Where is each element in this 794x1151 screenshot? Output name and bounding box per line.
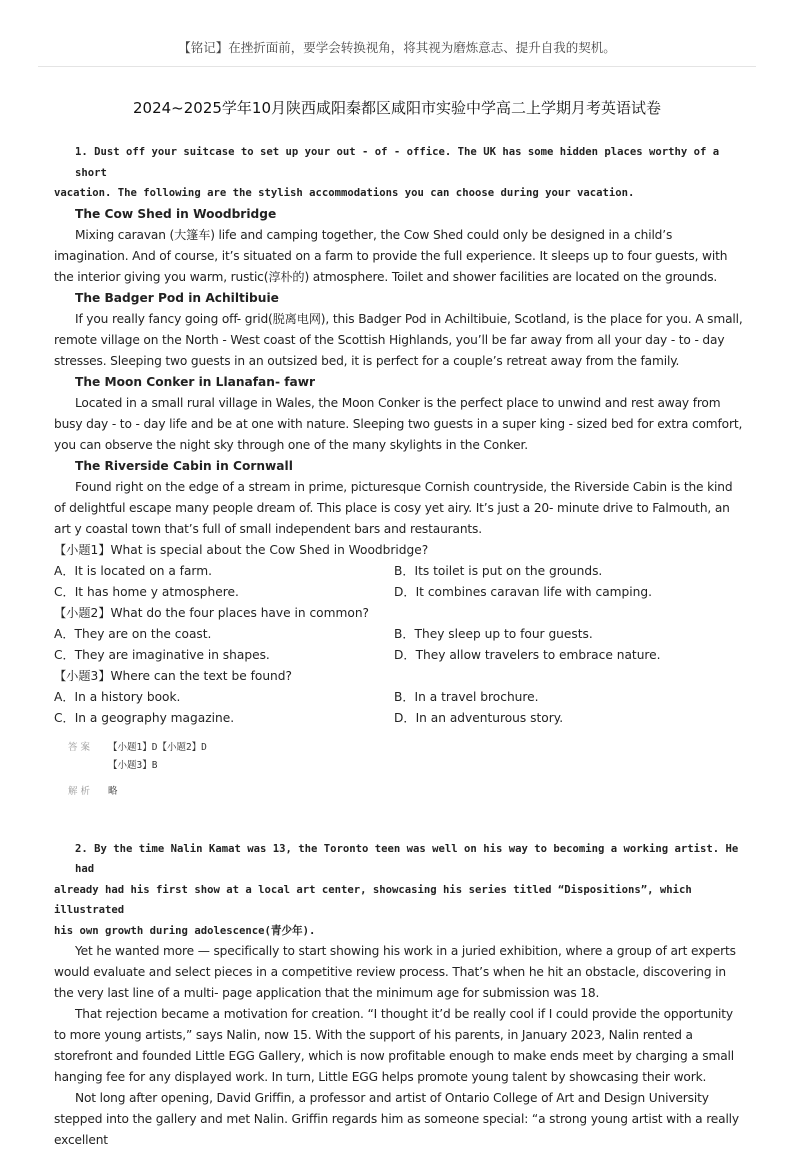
- motto-banner: 【铭记】在挫折面前，要学会转换视角，将其视为磨炼意志、提升自我的契机。: [178, 40, 616, 55]
- question-1-intro-line: vacation. The following are the stylish accommodations you can choose during your vacation.: [54, 187, 635, 199]
- answer-text: 【小题1】D【小题2】D: [108, 741, 207, 753]
- subquestion-options: [54, 624, 744, 666]
- question-2-intro-line: 2. By the time Nalin Kamat was 13, the Toronto teen was well on his way to becoming a working artist. He had: [75, 842, 739, 875]
- analysis-label: 解析: [68, 785, 94, 797]
- header-divider: [38, 66, 756, 67]
- analysis-row: [68, 783, 744, 801]
- option-d: D．They allow travelers to embrace nature.: [394, 647, 661, 662]
- answer-label: 答案: [68, 741, 94, 753]
- section-text: If you really fancy going off- grid(脱离电网), this Badger Pod in Achiltibuie, Scotland, is the place for you. A small, remote village on the North - West coast of the Scottish Highlands, you’ll be far away from all your day - to - day stresses. Sleeping two guests in an outsized bed, it is perfect for a couple’s retreat away from the family.: [54, 311, 743, 368]
- question-2-intro-line: his own growth during adolescence(青少年).: [54, 924, 316, 937]
- option-a: A．It is located on a farm.: [54, 563, 212, 578]
- section-text: Located in a small rural village in Wales, the Moon Conker is the perfect place to unwind and rest away from busy day - to - day life and be at one with nature. Sleeping two guests in a super king - sized bed for extra comfort, you can observe the night sky through one of the many skylights in the Conker.: [54, 395, 743, 452]
- answer-row: [68, 739, 744, 757]
- question-1-intro-line: 1. Dust off your suitcase to set up your out - of - office. The UK has some hidden places worthy of a short: [75, 146, 720, 179]
- section-heading: The Moon Conker in Llanafan- fawr: [75, 374, 316, 389]
- option-b: B．They sleep up to four guests.: [394, 626, 593, 641]
- option-c: C．They are imaginative in shapes.: [54, 647, 270, 662]
- option-b: B．In a travel brochure.: [394, 689, 539, 704]
- option-c: C．In a geography magazine.: [54, 710, 235, 725]
- subquestion-stem: 【小题1】What is special about the Cow Shed in Woodbridge?: [54, 542, 429, 557]
- passage-paragraph: Yet he wanted more — specifically to start showing his work in a juried exhibition, where a group of art experts would evaluate and select pieces in a competitive review process. That’s when he hit an obstacle, discovering in the very last line of a multi- page application that the minimum age for submission was 18.: [54, 944, 736, 1000]
- option-a: A．They are on the coast.: [54, 626, 212, 641]
- option-a: A．In a history book.: [54, 689, 181, 704]
- section-heading: The Riverside Cabin in Cornwall: [75, 458, 293, 473]
- passage-paragraph: That rejection became a motivation for creation. “I thought it’d be really cool if I could provide the opportunity to more young artists,” says Nalin, now 15. With the support of his parents, in January 2023, Nalin rented a storefront and founded Little EGG Gallery, which is now profitable enough to make ends meet by charging a small hanging fee for any displayed work. In turn, Little EGG helps promote young talent by showcasing their work.: [54, 1007, 735, 1084]
- subquestion-stem: 【小题2】What do the four places have in common?: [54, 605, 370, 620]
- question-2-intro: [54, 839, 744, 942]
- subquestion-options: [54, 561, 744, 603]
- section-heading: The Cow Shed in Woodbridge: [75, 206, 277, 221]
- option-d: D．It combines caravan life with camping.: [394, 584, 653, 599]
- question-1-intro: [54, 142, 744, 204]
- answer-text: 【小题3】B: [108, 759, 158, 771]
- answer-row: [68, 757, 744, 775]
- option-c: C．It has home y atmosphere.: [54, 584, 239, 599]
- subquestion-options: [54, 687, 744, 729]
- answer-block: [68, 739, 744, 801]
- section-heading: The Badger Pod in Achiltibuie: [75, 290, 279, 305]
- section-text: Mixing caravan (大篷车) life and camping together, the Cow Shed could only be designed in a child’s imagination. And of course, it’s situated on a farm to provide the full experience. It sleeps up to four guests, with the interior giving you warm, rustic(淳朴的) atmosphere. Toilet and shower facilities are located on the grounds.: [54, 227, 728, 284]
- analysis-text: 略: [108, 785, 118, 797]
- exam-content: [54, 142, 744, 1151]
- page-title: 2024~2025学年10月陕西咸阳秦都区咸阳市实验中学高二上学期月考英语试卷: [132, 99, 661, 117]
- passage-paragraph: Not long after opening, David Griffin, a professor and artist of Ontario College of Art and Design University stepped into the gallery and met Nalin. Griffin regards him as someone special: “a strong young artist with a really excellent: [54, 1091, 739, 1147]
- option-b: B．Its toilet is put on the grounds.: [394, 563, 603, 578]
- subquestion-stem: 【小题3】Where can the text be found?: [54, 668, 292, 683]
- question-2-intro-line: already had his first show at a local art center, showcasing his series titled “Dispositions”, which illustrated: [54, 883, 692, 916]
- section-text: Found right on the edge of a stream in prime, picturesque Cornish countryside, the Riverside Cabin is the kind of delightful escape many people dream of. This place is cosy yet airy. It’s just a 20- minute drive to Falmouth, an art y coastal town that’s full of small independent bars and restaurants.: [54, 479, 733, 536]
- option-d: D．In an adventurous story.: [394, 710, 564, 725]
